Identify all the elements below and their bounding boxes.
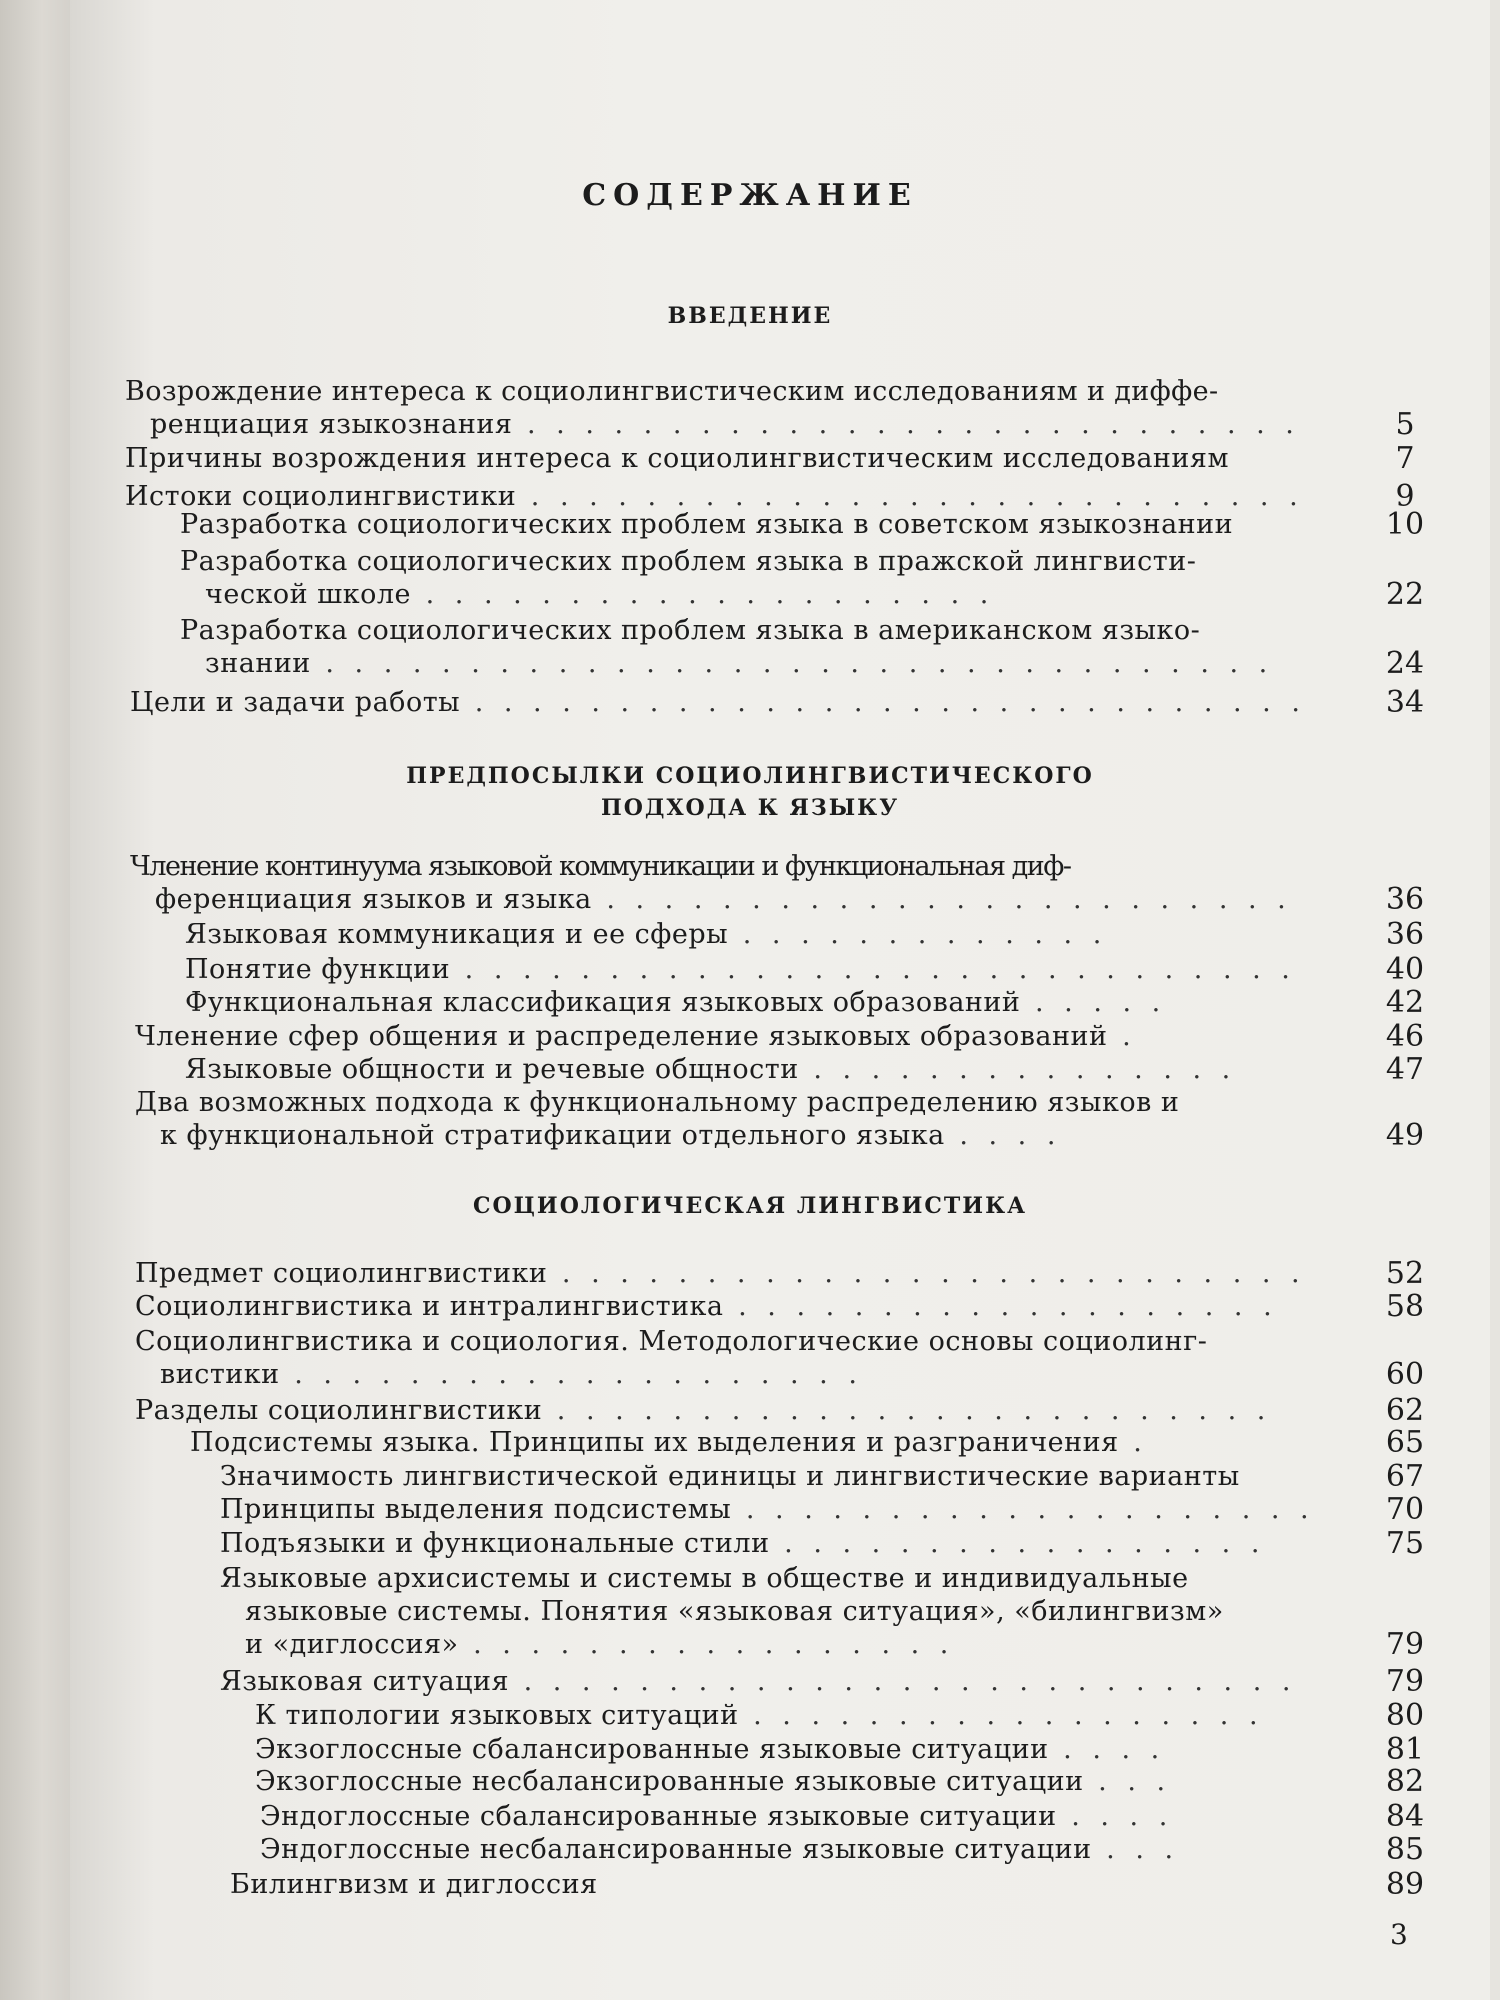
page-folio-number: 3 <box>1390 1918 1408 1951</box>
toc-page-number: 65 <box>1385 1425 1425 1460</box>
toc-entry-text <box>190 1426 1148 1459</box>
toc-entry-line: Экзоглоссные несбалансированные языковые ситуации <box>255 1766 1084 1797</box>
toc-entry <box>130 686 1306 719</box>
toc-page-number: 22 <box>1385 577 1425 612</box>
toc-entry <box>230 1868 598 1901</box>
toc-entry-line: Подъязыки и функциональные стили <box>220 1528 770 1559</box>
toc-entry-text <box>135 1257 1306 1290</box>
toc-entry <box>260 1800 1173 1833</box>
dot-leader: . . . . . . . . . . . . . . . . . . . . . . . . . . . <box>512 409 1300 440</box>
toc-entry-line: Возрождение интереса к социолингвистическим исследованиям и диффе- <box>125 376 1219 407</box>
toc-entry-text <box>125 375 1300 408</box>
dot-leader: . . . . . <box>1020 987 1167 1018</box>
toc-entry-text <box>220 1665 1296 1698</box>
toc-entry <box>190 1426 1148 1459</box>
toc-entry-text <box>135 1290 1278 1323</box>
toc-entry-text <box>180 647 1273 680</box>
toc-entry <box>130 850 1292 916</box>
toc-page-number: 49 <box>1385 1118 1425 1153</box>
toc-page-number: 58 <box>1385 1289 1425 1324</box>
toc-entry <box>185 953 1296 986</box>
toc-entry-line: Два возможных подхода к функциональному распределению языков и <box>135 1087 1180 1118</box>
toc-entry-text <box>180 578 1196 611</box>
toc-entry-text <box>135 1020 1137 1053</box>
toc-entry <box>220 1460 1240 1493</box>
toc-page-number: 42 <box>1385 985 1425 1020</box>
section-heading <box>0 300 1500 332</box>
toc-entry-text <box>125 442 1229 475</box>
toc-page-number: 9 <box>1395 479 1415 514</box>
toc-page-number: 46 <box>1385 1019 1425 1054</box>
toc-page-number: 79 <box>1385 1627 1425 1662</box>
dot-leader: . . . . . . . . . . . . . . . <box>798 1054 1237 1085</box>
dot-leader: . . . . . . . . . . . . . . . . . . . . <box>279 1359 863 1390</box>
toc-entry-line: Предмет социолингвистики <box>135 1258 548 1289</box>
toc-page-number: 67 <box>1385 1459 1425 1494</box>
toc-page-number: 5 <box>1395 407 1415 442</box>
toc-entry-line: ренциация языкознания <box>150 409 513 440</box>
toc-entry-text <box>220 1493 1315 1526</box>
toc-entry-text <box>130 883 1292 916</box>
dot-leader: . <box>1107 1021 1137 1052</box>
toc-entry-text <box>185 986 1166 1019</box>
toc-entry-line: Членение сфер общения и распределение языковых образований <box>135 1021 1108 1052</box>
toc-entry <box>255 1699 1264 1732</box>
toc-entry-line: ференциация языков и языка <box>155 884 592 915</box>
toc-entry-line: Разработка социологических проблем языка в американском языко- <box>180 615 1201 646</box>
toc-entry <box>180 508 1233 541</box>
dot-leader: . . . . . . . . . . . . . . . . . . . . . . . . . . . <box>509 1666 1297 1697</box>
toc-page-number: 70 <box>1385 1492 1425 1527</box>
section-heading <box>0 1190 1500 1222</box>
toc-page-number: 24 <box>1385 646 1425 681</box>
toc-entry <box>185 986 1166 1019</box>
toc-entry <box>125 375 1300 441</box>
dot-leader: . . . . . . . . . . . . . . . . . <box>769 1528 1266 1559</box>
toc-page-number: 7 <box>1395 441 1415 476</box>
toc-page-number: 36 <box>1385 882 1425 917</box>
toc-entry-text <box>220 1527 1265 1560</box>
toc-entry-line: Социолингвистика и социология. Методологические основы социолинг- <box>135 1326 1208 1357</box>
toc-page-number: 40 <box>1385 952 1425 987</box>
toc-entry-text <box>180 545 1196 578</box>
toc-entry-text <box>230 1868 598 1901</box>
toc-entry-text <box>185 953 1296 986</box>
dot-leader: . . . . . . . . . . . . . . . . . . . . . . . . . <box>542 1395 1272 1426</box>
toc-entry-line: знании <box>205 648 311 679</box>
toc-page-number: 80 <box>1385 1698 1425 1733</box>
toc-page-number: 82 <box>1385 1764 1425 1799</box>
toc-entry-line: К типологии языковых ситуаций <box>255 1700 739 1731</box>
toc-entry <box>180 545 1196 611</box>
toc-entry-text <box>135 1358 1207 1391</box>
toc-entry-text <box>255 1765 1171 1798</box>
toc-entry-line: Билингвизм и диглоссия <box>230 1869 598 1900</box>
toc-entry-line: Языковые общности и речевые общности <box>185 1054 799 1085</box>
dot-leader: . . . . . . . . . . . . . . . . . . . <box>723 1291 1278 1322</box>
toc-entry <box>255 1733 1165 1766</box>
toc-page-number: 81 <box>1385 1732 1425 1767</box>
toc-entry <box>135 1325 1207 1391</box>
toc-entry-line: Разработка социологических проблем языка в советском языкознании <box>180 509 1234 540</box>
toc-entry-line: Разработка социологических проблем языка в пражской лингвисти- <box>180 546 1197 577</box>
dot-leader: . . . . . . . . . . . . . . . . . . . . . . . . <box>591 884 1292 915</box>
toc-entry-text <box>260 1800 1173 1833</box>
toc-entry-line: языковые системы. Понятия «языковая ситуация», «билингвизм» <box>245 1596 1224 1627</box>
toc-entry-text <box>180 614 1273 647</box>
toc-page-number: 34 <box>1385 685 1425 720</box>
dot-leader: . . . . . . . . . . . . . . . . . . . . . . . . . . <box>547 1258 1306 1289</box>
toc-entry <box>135 1086 1179 1152</box>
toc-entry-line: к функциональной стратификации отдельного языка <box>160 1120 945 1151</box>
toc-entry-text <box>135 1119 1179 1152</box>
dot-leader: . . . . . . . . . . . . . . . . . <box>458 1629 955 1660</box>
dot-leader: . . . . . . . . . . . . . . . . . . <box>738 1700 1264 1731</box>
toc-entry <box>255 1765 1171 1798</box>
toc-page-number: 85 <box>1385 1832 1425 1867</box>
dot-leader: . . . . <box>1056 1801 1174 1832</box>
toc-entry <box>135 1290 1278 1323</box>
toc-entry-line: Эндоглоссные сбалансированные языковые ситуации <box>260 1801 1057 1832</box>
toc-entry-text <box>180 508 1233 541</box>
dot-leader: . . . . . . . . . . . . . . . . . . . . . . . . . . . . . <box>460 687 1306 718</box>
section-heading-line: ПРЕДПОСЫЛКИ СОЦИОЛИНГВИСТИЧЕСКОГО <box>406 763 1094 789</box>
toc-entry-text <box>220 1595 1224 1628</box>
toc-entry <box>220 1665 1296 1698</box>
toc-entry <box>220 1562 1224 1661</box>
toc-entry-line: Членение континуума языковой коммуникации и функциональная диф- <box>130 851 1071 882</box>
dot-leader: . . . . <box>944 1120 1062 1151</box>
toc-entry <box>180 614 1273 680</box>
toc-entry-line: вистики <box>160 1359 280 1390</box>
toc-entry-line: Языковая ситуация <box>220 1666 509 1697</box>
toc-entry <box>185 1053 1236 1086</box>
toc-entry-line: Функциональная классификация языковых образований <box>185 987 1021 1018</box>
toc-entry-line: Истоки социолингвистики <box>125 481 517 512</box>
toc-entry-text <box>185 918 1107 951</box>
toc-entry <box>135 1020 1137 1053</box>
dot-leader: . . . . . . . . . . . . . . . . . . . . <box>731 1494 1315 1525</box>
toc-page-number: 52 <box>1385 1256 1425 1291</box>
toc-entry-text <box>135 1325 1207 1358</box>
toc-entry-line: Цели и задачи работы <box>130 687 461 718</box>
section-heading-line: ПОДХОДА К ЯЗЫКУ <box>600 795 900 821</box>
toc-page-number: 62 <box>1385 1393 1425 1428</box>
toc-page-number: 79 <box>1385 1664 1425 1699</box>
section-heading-line: СОЦИОЛОГИЧЕСКАЯ ЛИНГВИСТИКА <box>472 1193 1028 1219</box>
toc-entry <box>260 1833 1179 1866</box>
toc-page-number: 10 <box>1385 507 1425 542</box>
toc-entry-text <box>125 408 1300 441</box>
dot-leader: . . . <box>1091 1834 1180 1865</box>
toc-entry-text <box>135 1086 1179 1119</box>
toc-entry-line: Подсистемы языка. Принципы их выделения и разграничения <box>190 1427 1119 1458</box>
toc-page-number: 89 <box>1385 1867 1425 1902</box>
toc-entry-line: Причины возрождения интереса к социолингвистическим исследованиям <box>125 443 1229 474</box>
toc-entry-text <box>130 850 1292 883</box>
toc-entry-text <box>220 1562 1224 1595</box>
toc-page-number: 47 <box>1385 1052 1425 1087</box>
dot-leader: . . . <box>1083 1766 1172 1797</box>
toc-entry-text <box>185 1053 1236 1086</box>
toc-entry-line: Значимость лингвистической единицы и лингвистические варианты <box>220 1461 1240 1492</box>
toc-entry-line: Принципы выделения подсистемы <box>220 1494 732 1525</box>
toc-entry-text <box>135 1394 1271 1427</box>
toc-entry <box>220 1527 1265 1560</box>
toc-entry-line: Социолингвистика и интралингвистика <box>135 1291 724 1322</box>
section-heading <box>0 760 1500 824</box>
toc-page-number: 84 <box>1385 1799 1425 1834</box>
page-title: СОДЕРЖАНИЕ <box>582 178 918 213</box>
toc-entry-line: Эндоглоссные несбалансированные языковые ситуации <box>260 1834 1092 1865</box>
toc-entry-text <box>130 686 1306 719</box>
toc-entry-line: ческой школе <box>205 579 412 610</box>
toc-entry-text <box>255 1733 1165 1766</box>
toc-entry-line: Разделы социолингвистики <box>135 1395 543 1426</box>
toc-page-number: 75 <box>1385 1526 1425 1561</box>
dot-leader: . <box>1118 1427 1148 1458</box>
dot-leader: . . . . . . . . . . . . . . . . . . . . <box>411 579 995 610</box>
toc-entry <box>125 442 1229 475</box>
dot-leader: . . . . <box>1048 1734 1166 1765</box>
toc-entry <box>220 1493 1315 1526</box>
dot-leader: . . . . . . . . . . . . . <box>728 919 1108 950</box>
section-heading-line: ВВЕДЕНИЕ <box>667 303 833 329</box>
toc-entry-text <box>220 1628 1224 1661</box>
toc-entry-text <box>220 1460 1240 1493</box>
toc-entry-line: Языковые архисистемы и системы в обществе и индивидуальные <box>220 1563 1189 1594</box>
toc-entry-line: Понятие функции <box>185 954 451 985</box>
toc-entry <box>135 1257 1306 1290</box>
dot-leader: . . . . . . . . . . . . . . . . . . . . . . . . . . . <box>516 481 1304 512</box>
toc-entry-line: Экзоглоссные сбалансированные языковые ситуации <box>255 1734 1049 1765</box>
toc-entry <box>135 1394 1271 1427</box>
toc-entry-text <box>260 1833 1179 1866</box>
toc-entry-text <box>255 1699 1264 1732</box>
toc-page-number: 36 <box>1385 917 1425 952</box>
dot-leader: . . . . . . . . . . . . . . . . . . . . . . . . . . . . . . . . . <box>310 648 1274 679</box>
toc-entry-line: Языковая коммуникация и ее сферы <box>185 919 729 950</box>
dot-leader: . . . . . . . . . . . . . . . . . . . . . . . . . . . . . <box>450 954 1296 985</box>
toc-entry <box>185 918 1107 951</box>
toc-entry-line: и «диглоссия» <box>245 1629 459 1660</box>
toc-page-number: 60 <box>1385 1357 1425 1392</box>
